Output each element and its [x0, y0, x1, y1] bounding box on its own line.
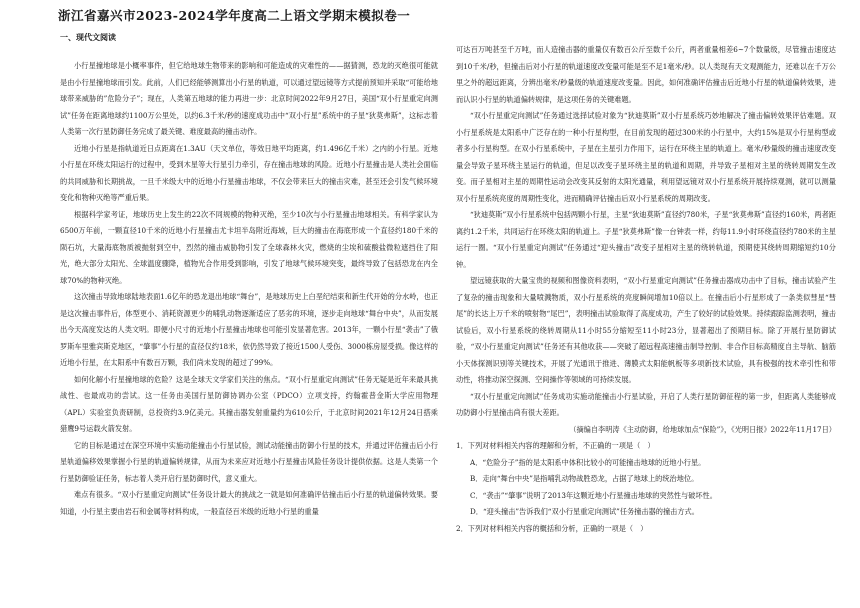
source-citation: （摘编自李明涛《主动防御，给地球加点“保险”》，《光明日报》2022年11月17日）	[569, 424, 836, 434]
answer-option: D．“迎头撞击”告诉我们“双小行星重定向测试”任务撞击器的撞击方式。	[470, 507, 699, 516]
exam-title: 浙江省嘉兴市2023-2024学年度高二上语文学期末模拟卷一	[58, 8, 411, 23]
paragraph: “双小行星重定向测试”任务通过选择试验对象为“狄迪莫斯”双小行星系统巧妙地解决了撞击偏转效果评估难题。双小行星系统是太阳系中广泛存在的一种小行星构型，在目前发现的超过300米的小行星中，大约15%是双小行星构型或者多小行星构型。在双小行星系统中，子星在主星引力作用下，运行在环绕主星的轨道上。毫米/秒量级的撞击速度改变量会导致子星环绕主星运行的轨道，但足以改变子星环绕主星的轨道和周期，并导致子星相对主星的绕转周期发生改变。而子星相对主星的周期性运动会改变其反射的太阳光通量，利用望远镜对双小行星系统开展持续观测，就可以测量双小行星系统亮度的周期性变化，进而精确评估撞击后双小行星系统的周期改变。	[456, 111, 836, 203]
paragraph: 这次撞击导致地球陆地表面1.6亿年的恐龙退出地球“舞台”，是地球历史上白垩纪结束和新生代开始的分水岭，也正是这次撞击事件后，体型更小、消耗资源更少的哺乳动物逐渐适应了恶劣的环境，逐步走向地球“舞台中央”，从而发展出今天高度发达的人类文明。即便小尺寸的近地小行星撞击地球也可能引发显著危害。2013年，一颗小行星“袭击”了俄罗斯车里雅宾斯克地区，“肇事”小行星的直径仅约18米，依仍然导致了接近1500人受伤、3000栋房屋受损。像这样的近地小行星，在太阳系中有数百万颗，我们尚未发现的超过了99%。	[60, 292, 438, 367]
answer-option: A．“危险分子”指的是太阳系中体积比较小的可能撞击地球的近地小行星。	[470, 457, 706, 467]
right-column	[456, 42, 836, 537]
left-column	[60, 58, 438, 520]
paragraph: “狄迪莫斯”双小行星系统中包括两颗小行星，主星“狄迪莫斯”直径约780米，子星“狄莫弗斯”直径约160米，两者距离约1.2千米，共同运行在环绕太阳的轨道上。子星“狄莫弗斯”像一台钟表一样，约每11.9小时环绕直径约780米的主星运行一圈。“双小行星重定向测试”任务通过“迎头撞击”改变子星相对主星的绕转轨道，预期使其绕转周期缩短约10分钟。	[456, 210, 836, 269]
paragraph: 小行星撞地球是小概率事件，但它给地球生物带来的影响和可能造成的灾难性的——据猜测，恐龙的灭绝很可能就是由小行星撞地球而引发。此前，人们已经能够测算出小行星的轨道，可以通过望远镜等方式提前预知并采取“可能给地球带来威胁的”危险分子”；现在，人类第五地球的能力再进一步：北京时间2022年9月27日，美国“双小行星重定向测试”任务在距离地球约1100万公里处，以约6.3千米/秒的速度成功击中“双小行星”系统中的子星“狄莫弗斯”，这标志着人类第一次行星防御任务完成了最关键、难度最高的撞击动作。	[60, 61, 438, 136]
paragraph: 它的目标是通过在深空环境中实施动能撞击小行星试验，测试动能撞击防御小行星的技术，并通过评估撞击后小行星轨道偏移效果掌握小行星的轨道偏转规律，从而为未来应对近地小行星撞击风险任务设计提供依据。这是人类第一个行星防御验证任务，标志着人类开启行星防御时代，意义重大。	[60, 440, 438, 483]
paragraph: 根据科学家考证，地球历史上发生的22次不同规模的物种灭绝，至少10次与小行星撞击地球相关。有科学家认为6500万年前，一颗直径10千米的近地小行星撞击尤卡坦半岛附近海域，巨大的撞击在海底形成一个直径约180千米的陨石坑，大量海底物质被抛射到空中，烈然的撞击威胁物引发了全球森林火灾，燃烧的尘埃和硫酸盐微粒遮挡住了阳光，绝大部分太阳光、全球温度骤降，植物光合作用受到影响，引发了地球气候环境突变，最终导致了包括恐龙在内全球70%的物种灭绝。	[60, 209, 438, 285]
answer-option: C．“袭击”“肇事”说明了2013年这颗近地小行星撞击地球的突然性与破坏性。	[470, 490, 717, 500]
paragraph: 望远镜获取的大量宝贵的视频和图像资料表明，“双小行星重定向测试”任务撞击器成功击中了目标，撞击试验产生了复杂的撞击现象和大量喷溅物质，双小行星系统的亮度瞬间增加10倍以上。在撞击后小行星形成了一条类似彗星“彗尾”的长达上万千米的喷射物“尾巴”，表明撞击试验取得了高度成功，产生了较好的试验效果。持续跟踪监测表明，撞击试验后，双小行星系统的绕转周期从11小时55分缩短至11小时23分，显著超出了预期目标。除了开展行星防御试验，“双小行星重定向测试”任务还有其他收获——突破了超远程高速撞击制导控制、非合作目标高精度自主导航、脑筋小天体探测识别等关键技术，开展了光通讯于推进、薄膜式太阳能帆板等多项新技术试验，具有极强的技术牵引性和带动性，将推动深空探测、空间操作等领域的可持续发展。	[456, 276, 836, 384]
paragraph: 近地小行星是指轨道近日点距离在1.3AU（天文单位，等效日地平均距离，约1.496亿千米）之内的小行星。近地小行星在环绕太阳运行的过程中，受到木星等大行星引力牵引，存在撞击地球的风险。近地小行星撞击是人类社会面临的共同威胁和长期挑战，一旦千米级大中的近地小行星撞击地球，不仅会带来巨大的撞击灾难，甚至还会引发气候环境变化和物种灭绝等严重后果。	[60, 143, 438, 202]
paragraph: “双小行星重定向测试”任务成功实施动能撞击小行星试验，开启了人类行星防御征程的第一步，但距离人类能够成功防御小行星撞击尚有很大差距。	[456, 391, 836, 417]
paragraph: 难点有很多。“双小行星重定向测试”任务设计最大的挑战之一就是如何准确评估撞击后小行星的轨道偏转效果。要知道，小行星主要由岩石和金属等材料构成，一般直径百米级的近地小行星的重量	[60, 490, 438, 516]
question-stem: 2．下列对材料相关内容的概括和分析，正确的一项是（ ）	[456, 523, 648, 533]
question-stem: 1．下列对材料相关内容的理解和分析，不正确的一项是（ ）	[456, 441, 655, 450]
section-heading: 一、现代文阅读	[60, 32, 116, 42]
answer-option: B．走向“舞台中央”是指哺乳动物战胜恐龙，占据了地球上的统治地位。	[470, 474, 699, 483]
paragraph: 如何化解小行星撞地球的危险？这是全球天文学家们关注的焦点。“双小行星重定向测试”任务无疑是近年来最具挑战性、也最成功的尝试。这一任务由美国行星防御协调办公室（PDCO）立项支持，约翰霍普金斯大学应用物理（APL）实验室负责研制，总投资约3.9亿美元。其撞击器发射重量约为610公斤，于北京时间2021年12月24日搭乘猎鹰9号运载火箭发射。	[60, 374, 438, 433]
paragraph: 可达百万吨甚至千万吨，而人造撞击器的重量仅有数百公斤至数千公斤，两者重量相差6~7个数量级，尽管撞击速度达到10千米/秒，但撞击后对小行星的轨道速度改变量可能是至不足1毫米/秒。以人类现有天文观测能力，还难以在千万公里之外的超远距离，分辨出毫米/秒量级的轨道速度改变量。因此，如何准确评估撞击后近地小行星的轨道偏转效果，进而认识小行星的轨道偏转规律，是这项任务的关键难题。	[456, 45, 836, 104]
